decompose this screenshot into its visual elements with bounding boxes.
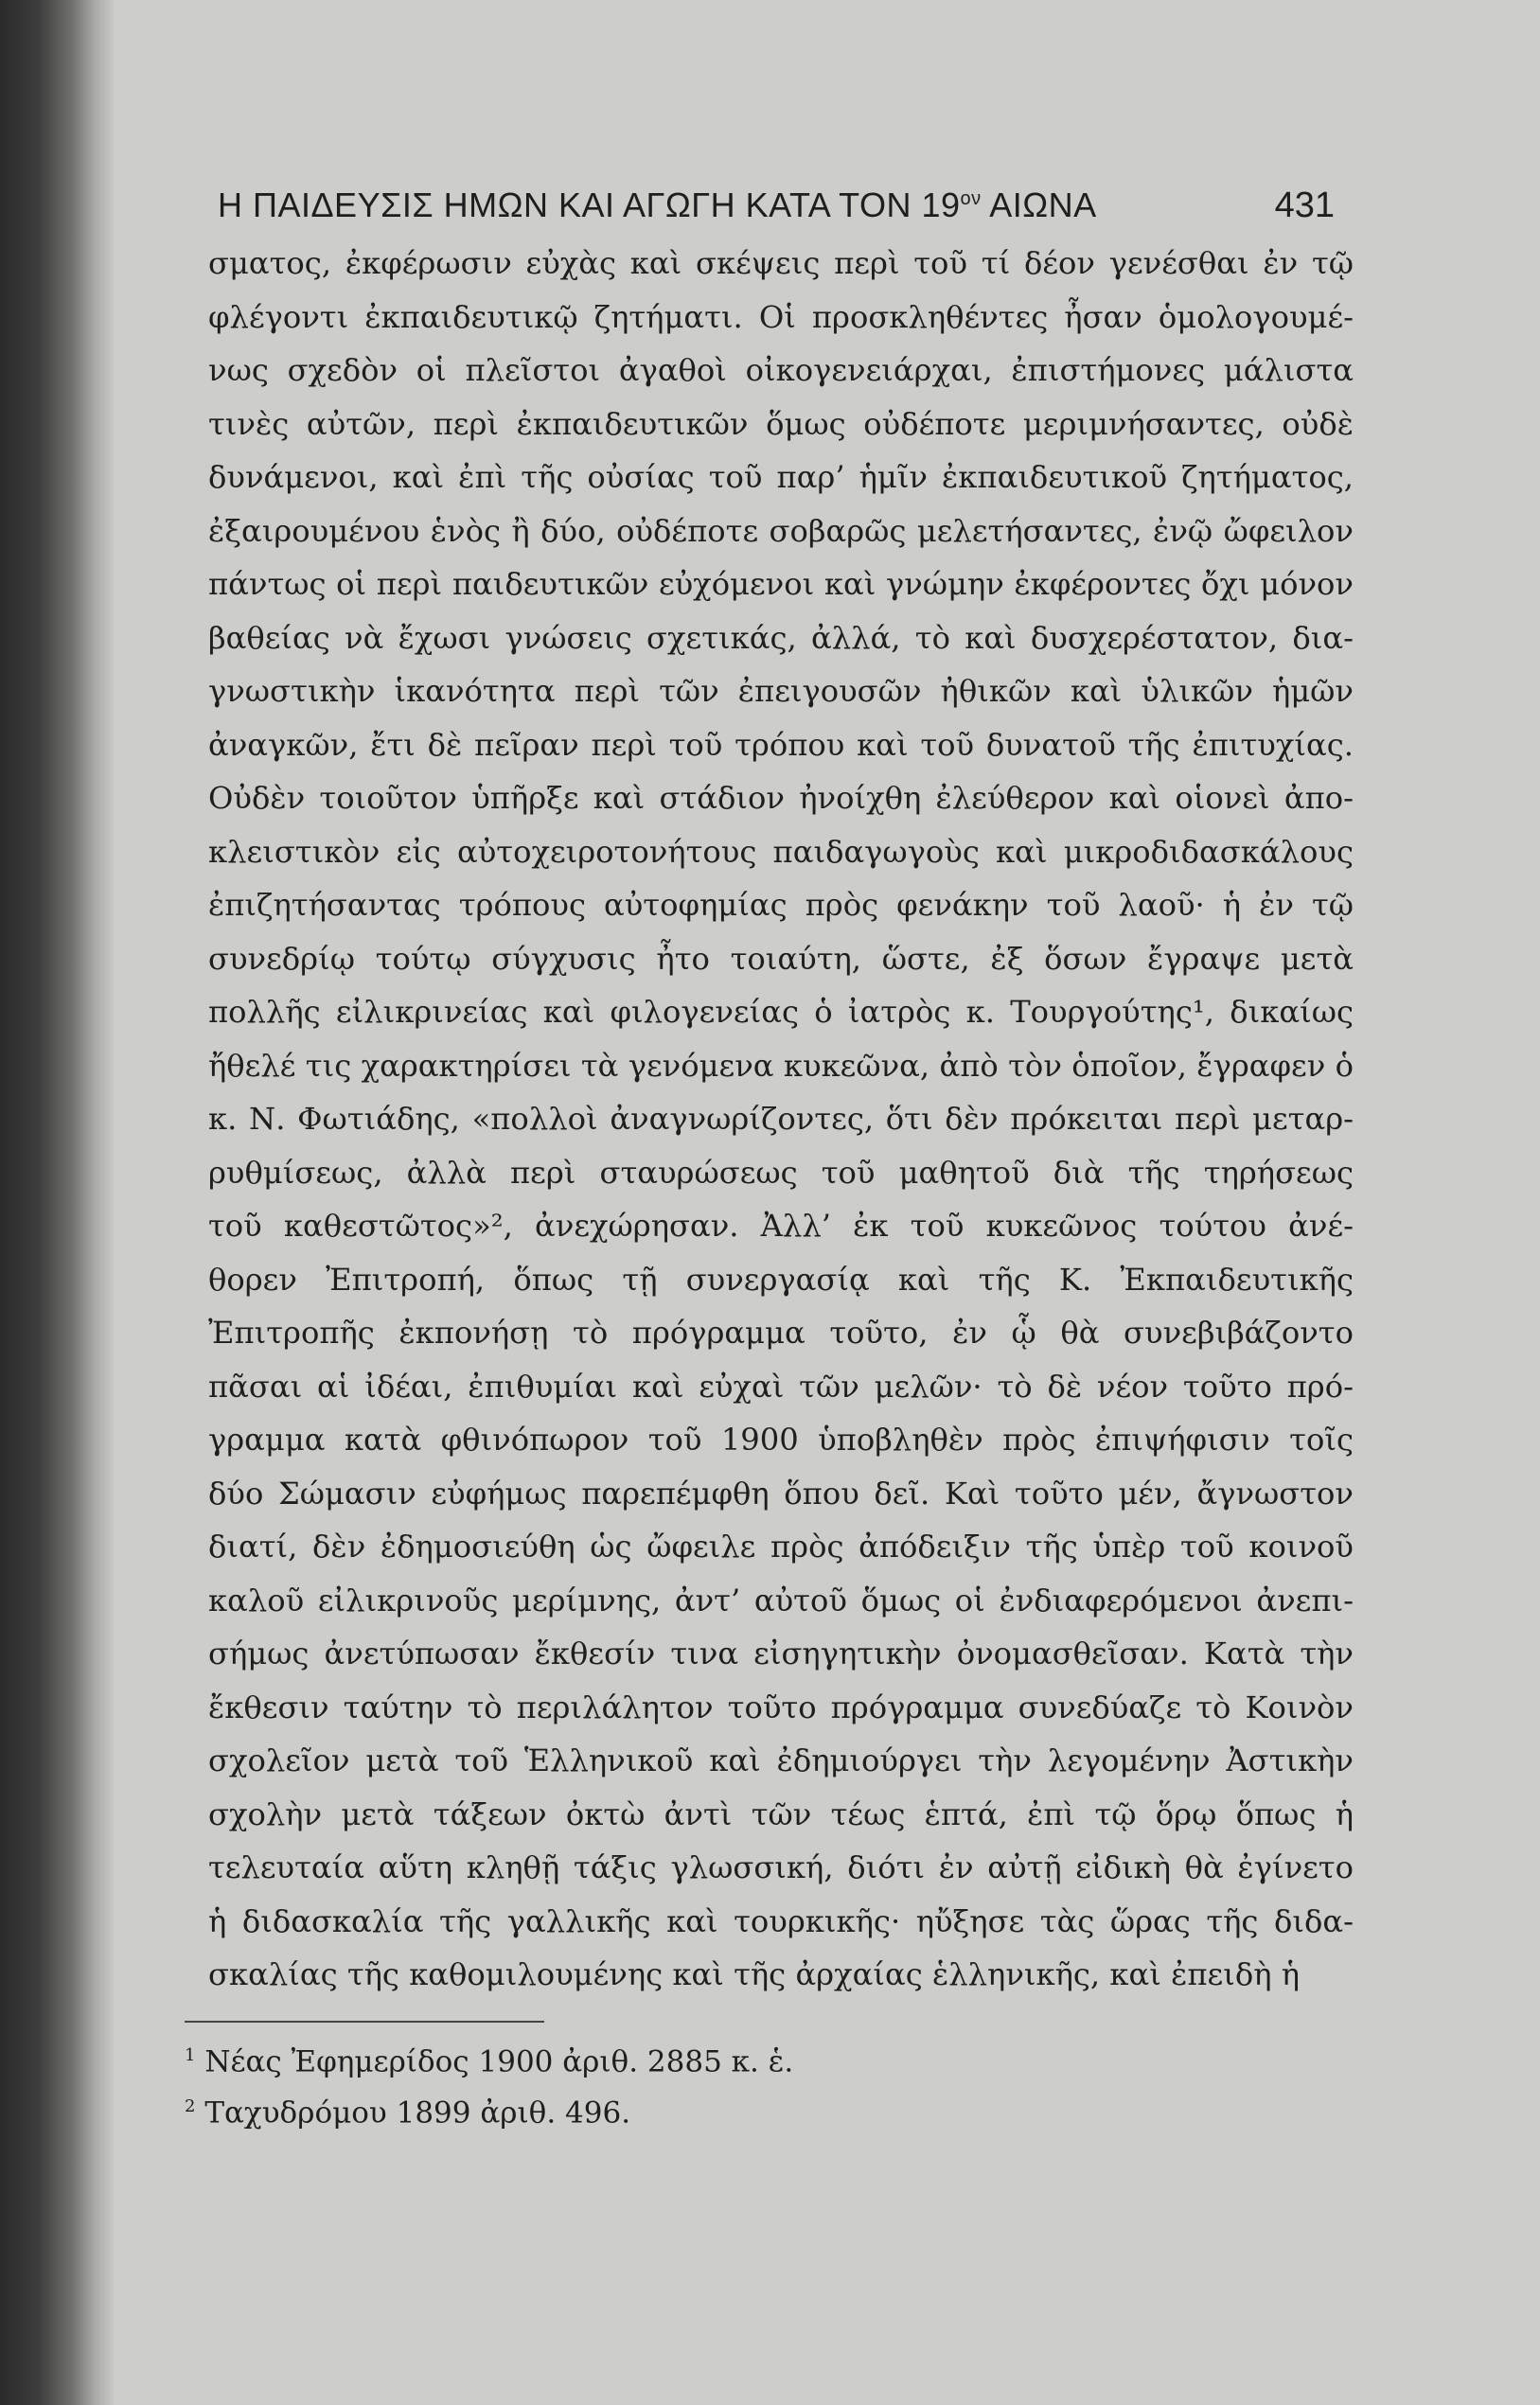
body-text <box>208 237 1354 2002</box>
text-line: ρυθμίσεως, ἀλλὰ περὶ σταυρώσεως τοῦ μαθητοῦ διὰ τῆς τηρήσεως <box>208 1154 1354 1191</box>
text-line: τινὲς αὐτῶν, περὶ ἐκπαιδευτικῶν ὅμως οὐδέποτε μεριμνήσαντες, οὐδὲ <box>208 405 1354 442</box>
footnote-mark: 2 <box>185 2096 196 2117</box>
text-line: ἔκθεσιν ταύτην τὸ περιλάλητον τοῦτο πρόγραμμα συνεδύαζε τὸ Κοινὸν <box>208 1689 1354 1725</box>
text-line: κ. Ν. Φωτιάδης, «πολλοὶ ἀναγνωρίζοντες, ὅτι δὲν πρόκειται περὶ μεταρ- <box>208 1101 1354 1137</box>
text-line: Οὐδὲν τοιοῦτον ὑπῆρξε καὶ στάδιον ἠνοίχθη ἐλεύθερον καὶ οἱονεὶ ἀπο- <box>208 780 1354 816</box>
text-line: ἐπιζητήσαντας τρόπους αὐτοφημίας πρὸς φενάκην τοῦ λαοῦ· ἡ ἐν τῷ <box>208 887 1354 923</box>
running-header <box>218 186 1335 233</box>
text-line: πολλῆς εἰλικρινείας καὶ φιλογενείας ὁ ἰατρὸς κ. Τουργούτης¹, δικαίως <box>208 994 1354 1030</box>
text-line: σχολὴν μετὰ τάξεων ὀκτὼ ἀντὶ τῶν τέως ἑπτά, ἐπὶ τῷ ὅρῳ ὅπως ἡ <box>208 1795 1354 1832</box>
text-line: κλειστικὸν εἰς αὐτοχειροτονήτους παιδαγωγοὺς καὶ μικροδιδασκάλους <box>208 833 1354 870</box>
running-title-superscript: ον <box>960 188 982 209</box>
running-title-main: Η ΠΑΙΔΕΥΣΙΣ ΗΜΩΝ ΚΑΙ ΑΓΩΓΗ ΚΑΤΑ ΤΟΝ 19 <box>218 186 961 224</box>
text-line: συνεδρίῳ τούτῳ σύγχυσις ἦτο τοιαύτη, ὥστε, ἐξ ὅσων ἔγραψε μετὰ <box>208 940 1354 977</box>
text-line: πάντως οἱ περὶ παιδευτικῶν εὐχόμενοι καὶ γνώμην ἐκφέροντες ὄχι μόνον <box>208 566 1354 602</box>
text-line: ἀναγκῶν, ἔτι δὲ πεῖραν περὶ τοῦ τρόπου καὶ τοῦ δυνατοῦ τῆς ἐπιτυχίας. <box>208 726 1354 763</box>
running-title <box>218 186 1097 225</box>
text-line: σκαλίας τῆς καθομιλουμένης καὶ τῆς ἀρχαίας ἑλληνικῆς, καὶ ἐπειδὴ ἡ <box>208 1956 1300 1992</box>
text-line: νως σχεδὸν οἱ πλεῖστοι ἀγαθοὶ οἰκογενειάρχαι, ἐπιστήμονες μάλιστα <box>208 352 1354 388</box>
text-line: ἤθελέ τις χαρακτηρίσει τὰ γενόμενα κυκεῶνα, ἀπὸ τὸν ὁποῖον, ἔγραφεν ὁ <box>208 1047 1354 1084</box>
text-line: ἡ διδασκαλία τῆς γαλλικῆς καὶ τουρκικῆς· ηὔξησε τὰς ὥρας τῆς διδα- <box>208 1902 1354 1939</box>
text-line: γραμμα κατὰ φθινόπωρον τοῦ 1900 ὑποβληθὲν πρὸς ἐπιψήφισιν τοῖς <box>208 1422 1354 1458</box>
book-gutter-shadow <box>0 0 114 2405</box>
text-line: φλέγοντι ἐκπαιδευτικῷ ζητήματι. Οἱ προσκληθέντες ἦσαν ὁμολογουμέ- <box>208 298 1354 335</box>
footnote-1 <box>185 2033 1036 2084</box>
footnote-text: Νέας Ἐφημερίδος 1900 ἀριθ. 2885 κ. ἑ. <box>204 2044 794 2079</box>
footnote-text: Ταχυδρόμου 1899 ἀριθ. 496. <box>204 2096 631 2131</box>
text-line: σήμως ἀνετύπωσαν ἔκθεσίν τινα εἰσηγητικὴν ὀνομασθεῖσαν. Κατὰ τὴν <box>208 1636 1354 1671</box>
text-line: τελευταία αὕτη κληθῇ τάξις γλωσσική, διότι ἐν αὐτῇ εἰδικὴ θὰ ἐγίνετο <box>208 1849 1354 1885</box>
text-line: βαθείας νὰ ἔχωσι γνώσεις σχετικάς, ἀλλά, τὸ καὶ δυσχερέστατον, δια- <box>208 619 1354 656</box>
text-line: ἐξαιρουμένου ἑνὸς ἢ δύο, οὐδέποτε σοβαρῶς μελετήσαντες, ἐνῷ ὤφειλον <box>208 512 1354 549</box>
text-line: διατί, δὲν ἐδημοσιεύθη ὡς ὤφειλε πρὸς ἀπόδειξιν τῆς ὑπὲρ τοῦ κοινοῦ <box>208 1529 1354 1565</box>
text-line: δύο Σώμασιν εὐφήμως παρεπέμφθη ὅπου δεῖ. Καὶ τοῦτο μέν, ἄγνωστον <box>208 1475 1354 1512</box>
text-line: Ἐπιτροπῆς ἐκπονήσῃ τὸ πρόγραμμα τοῦτο, ἐν ᾧ θὰ συνεβιβάζοντο <box>208 1315 1354 1351</box>
footnotes <box>185 2033 1036 2136</box>
text-line: σματος, ἐκφέρωσιν εὐχὰς καὶ σκέψεις περὶ τοῦ τί δέον γενέσθαι ἐν τῷ <box>208 245 1354 281</box>
text-line: γνωστικὴν ἱκανότητα περὶ τῶν ἐπειγουσῶν ἠθικῶν καὶ ὑλικῶν ἡμῶν <box>208 673 1354 709</box>
text-line: πᾶσαι αἱ ἰδέαι, ἐπιθυμίαι καὶ εὐχαὶ τῶν μελῶν· τὸ δὲ νέον τοῦτο πρό- <box>208 1368 1354 1405</box>
footnote-mark: 1 <box>185 2045 196 2065</box>
text-line: σχολεῖον μετὰ τοῦ Ἑλληνικοῦ καὶ ἐδημιούργει τὴν λεγομένην Ἀστικὴν <box>208 1742 1354 1778</box>
page-number: 431 <box>1274 186 1335 225</box>
running-title-end: ΑΙΩΝΑ <box>981 186 1097 224</box>
footnote-divider <box>185 2021 544 2023</box>
footnote-2 <box>185 2084 1036 2135</box>
text-line: δυνάμενοι, καὶ ἐπὶ τῆς οὐσίας τοῦ παρ’ ἡμῖν ἐκπαιδευτικοῦ ζητήματος, <box>208 459 1354 495</box>
text-line: καλοῦ εἰλικρινοῦς μερίμνης, ἀντ’ αὐτοῦ ὅμως οἱ ἐνδιαφερόμενοι ἀνεπι- <box>208 1582 1354 1618</box>
text-line: τοῦ καθεστῶτος»², ἀνεχώρησαν. Ἀλλ’ ἐκ τοῦ κυκεῶνος τούτου ἀνέ- <box>208 1208 1354 1244</box>
text-line: θορεν Ἐπιτροπή, ὅπως τῇ συνεργασίᾳ καὶ τῆς Κ. Ἐκπαιδευτικῆς <box>208 1261 1354 1298</box>
